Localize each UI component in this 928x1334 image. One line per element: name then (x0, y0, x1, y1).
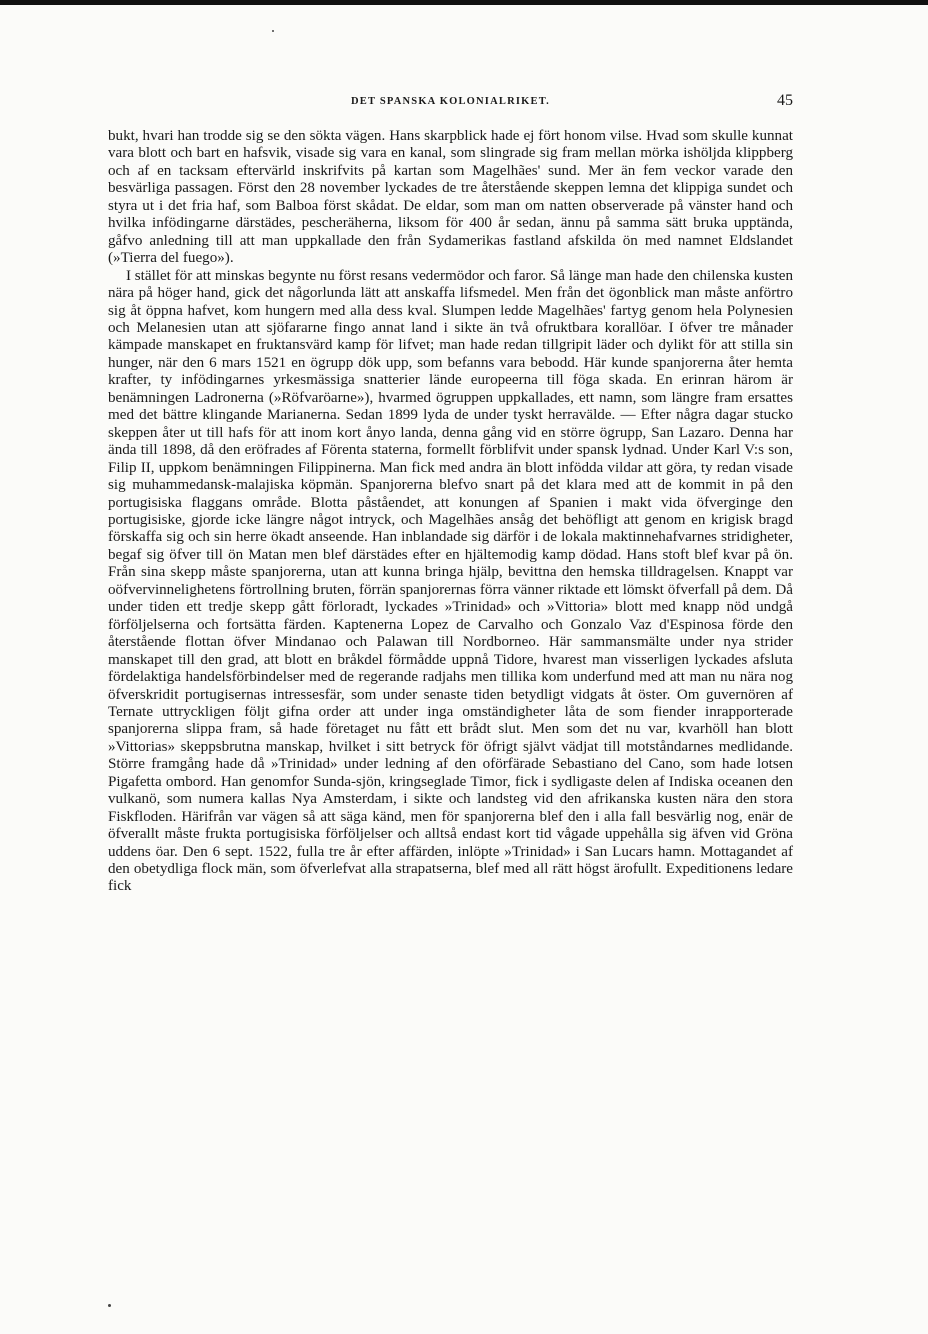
scan-speck (272, 30, 274, 32)
paragraph-2: I stället för att minskas begynte nu först resans vedermödor och faror. Så länge man hade den chilenska kusten nära på höger hand, gick det någorlunda lätt att anskaffa lifsmedel. Men från det ögonblick man måste anförtro sig åt öppna hafvet, kom hungern med alla dess kval. Slumpen ledde Magelhães' fartyg genom hela Polynesien och Melanesien utan att sjöfararne fingo annat land i sikte än två ofruktbara korallöar. I öfver tre månader kämpade manskapet en fruktansvärd kamp för lifvet; man hade redan tillgripit läder och dylikt för att stilla sin hunger, när den 6 mars 1521 en ögrupp dök upp, som befanns vara bebodd. Här kunde spanjorerna åter hemta krafter, ty infödingarnes yrkesmässiga snatterier lände europeerna till föga skada. En erinran härom är benämningen Ladronerna (»Röfvaröarne»), hvarmed ögruppen uppkallades, ett namn, som längre fram ersattes med det bättre klingande Marianerna. Sedan 1899 lyda de under tyskt herravälde. — Efter några dagar stucko skeppen åter ut till hafs för att inom kort ånyo landa, denna gång vid en större ögrupp, San Lazaro. Denna har ända till 1898, då den eröfrades af Förenta staterna, formellt förblifvit under spansk lydnad. Under Karl V:s son, Filip II, uppkom benämningen Filippinerna. Man fick med andra än blott infödda vildar att göra, ty redan visade sig muhammedansk-malajiska köpmän. Spanjorerna blefvo snart på det klara med att de kommit in på den portugisiska flaggans område. Blotta påståendet, att konungen af Spanien i makt vida öfverginge den portugisiske, gjorde icke längre något intryck, och Magelhães ansåg det behöfligt att genom en krigisk bragd förskaffa sig och sin herre ökadt anseende. Han inblandade sig därför i de lokala maktinnehafvarnes stridigheter, begaf sig öfver till ön Matan men blef därstädes efter en hjältemodig kamp dödad. Hans stoft blef kvar på ön. Från sina skepp måste spanjorerna, utan att kunna bringa hjälp, bevittna den hemska tilldragelsen. Knappt var oöfvervinnelighetens förtrollning bruten, förrän spanjorernas förra vänner riktade ett lömskt öfverfall på dem. Då under tiden ett tredje skepp gått förloradt, lyckades »Trinidad» och »Vittoria» blott med knapp nöd undgå förföljelserna och fortsätta färden. Kaptenerna Lopez de Carvalho och Gonzalo Vaz d'Espinosa förde den återstående flottan öfver Mindanao och Palawan till Nordborneo. Här sammansmälte under nya strider manskapet till den grad, att blott en bråkdel förmådde uppnå Tidore, hvarest man visserligen lyckades afsluta fördelaktiga handelsförbindelser med de regerande radjahs men tillika kom underfund med att man nu nära nog öfverskridit portugisernas intressesfär, som under senaste tiden betydligt vidgats åt öster. Om guvernören af Ternate uttryckligen följt gifna order att under inga omständigheter låta de som fiender inrapporterade spanjorerna slippa fram, så hade företaget nu fått ett brådt slut. Men som det nu var, kvarhöll han blott »Vittorias» skeppsbrutna manskap, hvilket i sitt betryck för öfrigt självt vädjat till motståndarnes medlidande. Större framgång hade då »Trinidad» under ledning af den oförfärade Sebastiano del Cano, som hade lotsen Pigafetta ombord. Han genomfor Sunda-sjön, kringseglade Timor, fick i sydligaste delen af Indiska oceanen den vulkanö, som numera kallas Nya Amsterdam, i sikte och landsteg vid den afrikanska kusten nära den stora Fiskfloden. Härifrån var vägen så att säga känd, men för spanjorerna blef den i alla fall besvärlig nog, enär de öfverallt måste frukta portugisiska förföljelser och alltså endast kort tid vågade uppehålla sig äfven vid Gröna uddens öar. Den 6 sept. 1522, fulla tre år efter affärden, inlöpte »Trinidad» i San Lucars hamn. Mottagandet af den obetydliga flock män, som öfverlefvat alla strapatserna, blef med all rätt högst ärofullt. Expeditionens ledare fick (108, 267, 793, 895)
running-head (108, 92, 793, 116)
scan-speck (108, 1304, 111, 1307)
running-title: DET SPANSKA KOLONIALRIKET. (351, 96, 550, 107)
page-number: 45 (777, 92, 793, 109)
body-text (108, 128, 793, 896)
paragraph-1: bukt, hvari han trodde sig se den sökta vägen. Hans skarpblick hade ej fört honom vilse. Hvad som skulle kunnat vara blott och bart en hafsvik, visade sig vara en kanal, som slingrade sig fram mellan mörka ishöljda klippberg och af en tacksam eftervärld inskrifvits på kartan som Magelhães' sund. Mer än fem veckor varade den besvärliga passagen. Först den 28 november lyckades de tre återstående skeppen lemna det klippiga sundet och styra ut i det fria haf, som Balboa först skådat. De eldar, som man om natten observerade på vänster hand och hvilka infödingarne därstädes, pescheräherna, liksom för 400 år sedan, ännu på samma sätt bruka upptända, gåfvo anledning till att man uppkallade den från Sydamerikas fastland afskilda ön med namnet Eldslandet (»Tierra del fuego»). (108, 128, 793, 267)
